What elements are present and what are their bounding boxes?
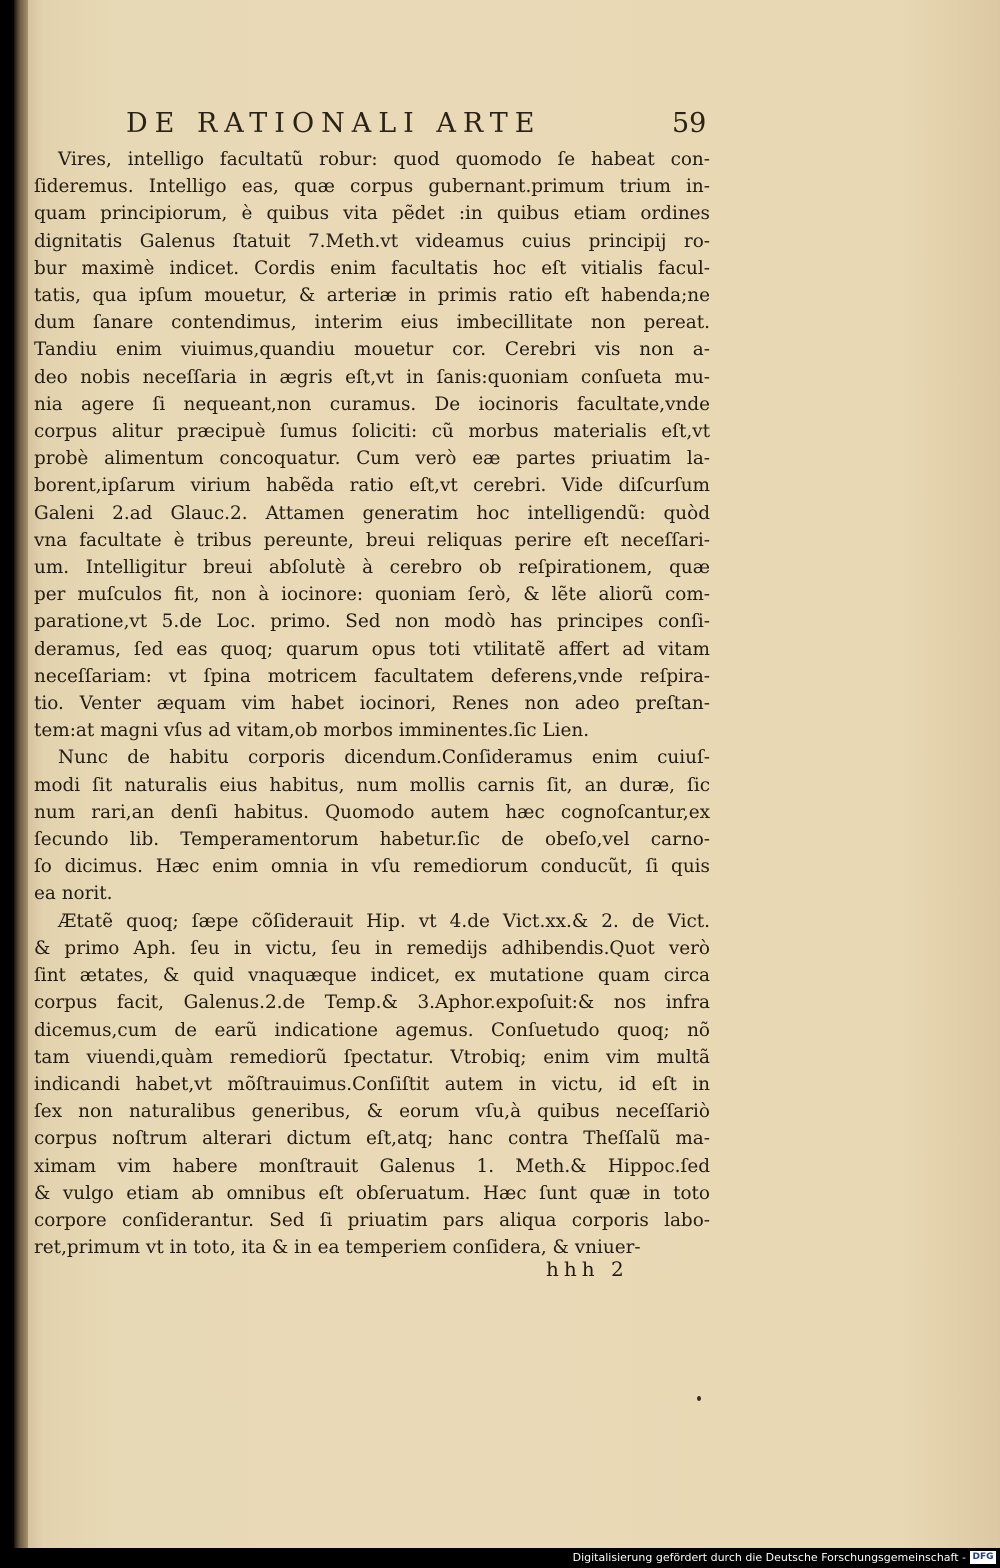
running-head: DE RATIONALI ARTE — [126, 108, 542, 139]
text-line: dicemus,cum de earũ indicatione agemus. Conſuetudo quoq; nõ — [34, 1019, 710, 1041]
text-line: modi ſit naturalis eius habitus, num mollis carnis ſit, an duræ, ſic — [34, 774, 710, 796]
ink-speck — [697, 1396, 701, 1401]
text-line: ret,primum vt in toto, ita & in ea temperiem conſidera, & vniuer- — [34, 1237, 641, 1259]
text-line: ſint ætates, & quid vnaquæque indicet, ex mutatione quam circa — [34, 965, 710, 987]
text-line: borent,ipſarum virium habẽda ratio eſt,vt cerebri. Vide diſcurſum — [34, 475, 710, 497]
text-line: indicandi habet,vt mõſtrauimus.Conſiſtit autem in victu, id eſt in — [34, 1073, 710, 1095]
text-line: corpore conſiderantur. Sed ſi priuatim pars aliqua corporis labo- — [34, 1209, 710, 1231]
text-line: nia agere ſi nequeant,non curamus. De iocinoris facultate,vnde — [34, 393, 710, 415]
paragraph — [34, 908, 710, 1262]
text-line: Galeni 2.ad Glauc.2. Attamen generatim hoc intelligendũ: quòd — [34, 502, 710, 524]
text-line: & vulgo etiam ab omnibus eſt obſeruatum. Hæc ſunt quæ in toto — [34, 1182, 710, 1204]
footer-credit-text: Digitalisierung gefördert durch die Deutsche Forschungsgemeinschaft - — [572, 1551, 966, 1564]
printer-signature-mark: hhh 2 — [546, 1257, 629, 1281]
book-page — [14, 0, 1000, 1548]
text-line: tio. Venter æquam vim habet iocinori, Renes non adeo preſtan- — [34, 693, 710, 715]
text-line: tam viuendi,quàm remediorũ ſpectatur. Vtrobiq; enim vim multã — [34, 1046, 710, 1068]
text-line: paratione,vt 5.de Loc. primo. Sed non modò has principes conſi- — [34, 611, 710, 633]
text-line: deramus, ſed eas quoq; quarum opus toti vtilitatẽ affert ad vitam — [34, 638, 710, 660]
text-line: quam principiorum, è quibus vita pẽdet :in quibus etiam ordines — [34, 203, 710, 225]
paragraph — [34, 744, 710, 907]
text-line: Tandiu enim viuimus,quandiu mouetur cor. Cerebri vis non a- — [34, 339, 710, 361]
text-line: & primo Aph. ſeu in victu, ſeu in remedijs adhibendis.Quot verò — [34, 937, 710, 959]
text-line: tem:at magni vſus ad vitam,ob morbos imminentes.ſic Lien. — [34, 720, 590, 742]
text-line: corpus noſtrum alterari dictum eſt,atq; hanc contra Theſſalũ ma- — [34, 1128, 710, 1150]
text-line: ximam vim habere monſtrauit Galenus 1. Meth.& Hippoc.ſed — [34, 1155, 710, 1177]
text-line: Ætatẽ quoq; ſæpe cõſiderauit Hip. vt 4.de Vict.xx.& 2. de Vict. — [58, 910, 710, 932]
text-line: corpus facit, Galenus.2.de Temp.& 3.Aphor.expoſuit:& nos infra — [34, 992, 710, 1014]
text-line: deo nobis neceſſaria in ægris eſt,vt in ſanis:quoniam conſueta mu- — [34, 366, 710, 388]
paragraph — [34, 146, 710, 744]
text-line: per muſculos fit, non à iocinore: quoniam ſerò, & lẽte aliorũ com- — [34, 584, 710, 606]
text-line: ſo dicimus. Hæc enim omnia in vſu remediorum conducũt, ſi quis — [34, 856, 710, 878]
text-line: dignitatis Galenus ſtatuit 7.Meth.vt videamus cuius principij ro- — [34, 230, 710, 252]
text-line: ſecundo lib. Temperamentorum habetur.ſic de obeſo,vel carno- — [34, 829, 710, 851]
page-gutter-edge — [14, 0, 28, 1548]
text-line: dum ſanare contendimus, interim eius imbecillitate non pereat. — [34, 312, 710, 334]
text-line: neceſſariam: vt ſpina motricem facultatem deferens,vnde reſpira- — [34, 665, 710, 687]
page-number: 59 — [672, 108, 707, 139]
text-line: num rari,an denſi habitus. Quomodo autem hæc cognoſcantur,ex — [34, 801, 710, 823]
body-text — [34, 146, 710, 1261]
text-line: bur maximè indicet. Cordis enim facultatis hoc eſt vitialis facul- — [34, 257, 710, 279]
text-line: ea norit. — [34, 883, 113, 905]
text-line: probè alimentum concoquatur. Cum verò eæ partes priuatim la- — [34, 448, 710, 470]
text-line: um. Intelligitur breui abſolutè à cerebro ob reſpirationem, quæ — [34, 557, 710, 579]
dfg-logo-icon: DFG — [970, 1551, 996, 1564]
text-line: ſideremus. Intelligo eas, quæ corpus gubernant.primum trium in- — [34, 176, 710, 198]
text-line: corpus alitur præcipuè ſumus ſoliciti: cũ morbus materialis eſt,vt — [34, 421, 710, 443]
text-line: tatis, qua ipſum mouetur, & arteriæ in primis ratio eſt habenda;ne — [34, 285, 710, 307]
text-line: vna facultate è tribus pereunte, breui reliquas perire eſt neceſſari- — [34, 529, 710, 551]
text-line: Vires, intelligo facultatũ robur: quod quomodo ſe habeat con- — [58, 149, 710, 170]
text-line: ſex non naturalibus generibus, & eorum vſu,à quibus neceſſariò — [34, 1101, 710, 1123]
text-line: Nunc de habitu corporis dicendum.Conſideramus enim cuiuſ- — [58, 747, 710, 769]
